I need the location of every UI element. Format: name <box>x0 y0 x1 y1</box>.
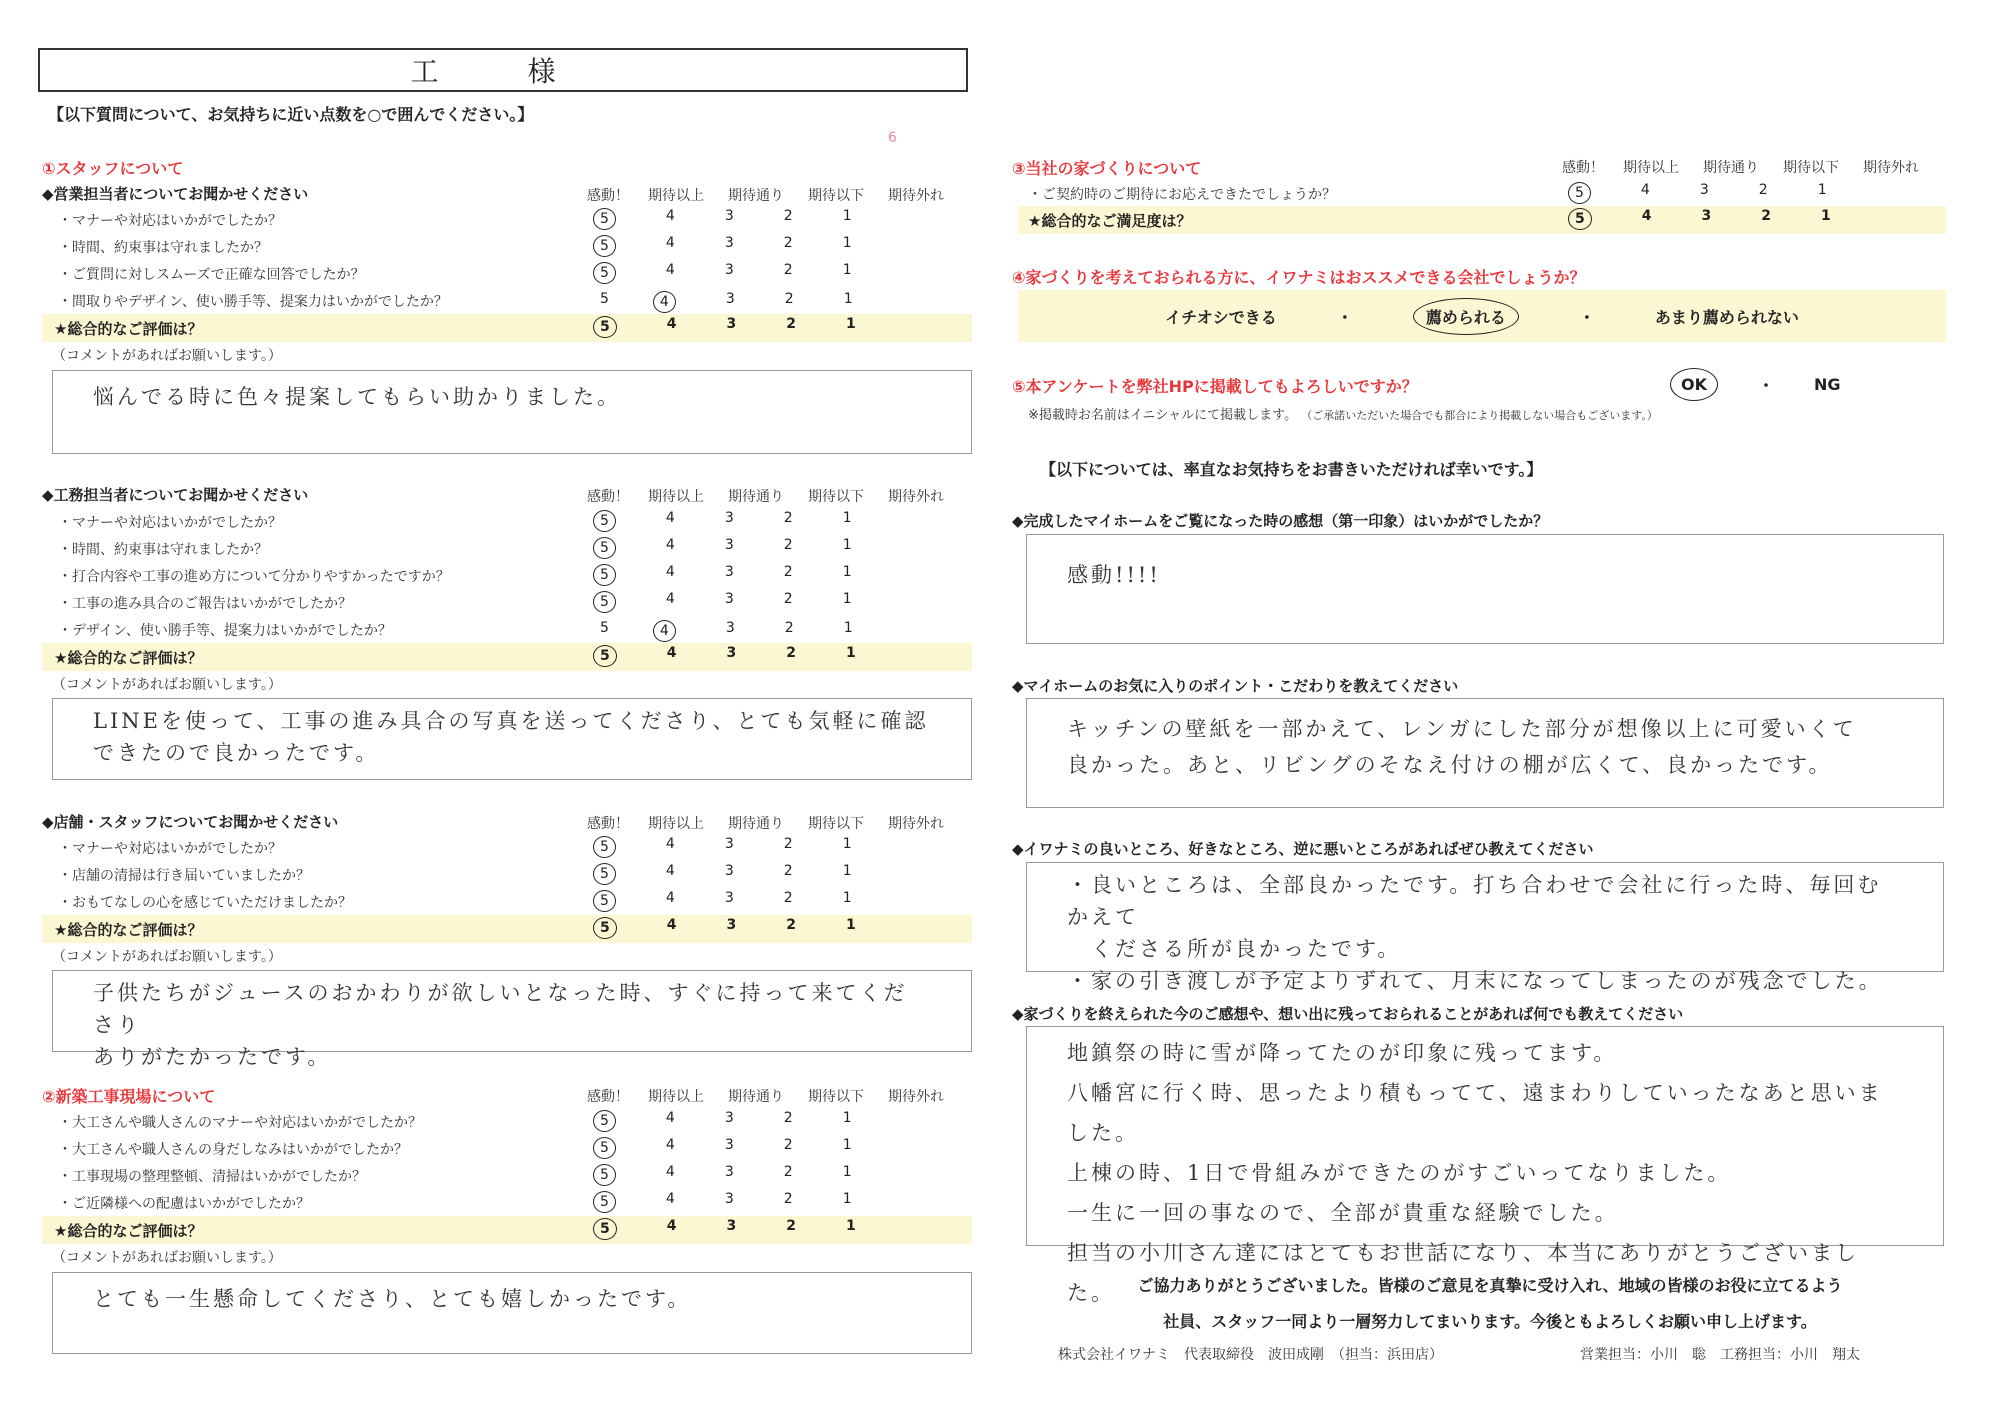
separator: ・ <box>1578 307 1595 327</box>
company-signature: 株式会社イワナミ 代表取締役 波田成剛 （担当：浜田店） <box>1058 1347 1443 1363</box>
score-3[interactable]: 3 <box>726 917 737 933</box>
score-2[interactable]: 2 <box>1761 208 1771 224</box>
comment-line: LINEを使って、工事の進み具合の写真を送ってくださり、とても気軽に確認 <box>93 709 929 733</box>
note-main: ※掲載時お名前はイニシャルにて掲載します。 <box>1028 408 1298 423</box>
col-below: 期待以下 <box>808 188 864 204</box>
score-2[interactable]: 2 <box>783 863 793 879</box>
col-disappointed: 期待外れ <box>888 489 944 505</box>
answer-line: 良かった。あと、リビングのそなえ付けの棚が広くて、良かったです。 <box>1067 753 1833 777</box>
score-4-selected[interactable]: 4 <box>653 620 676 642</box>
score-3[interactable]: 3 <box>724 564 734 580</box>
score-3[interactable]: 3 <box>724 1137 734 1153</box>
score-4[interactable]: 4 <box>665 564 675 580</box>
score-5-selected[interactable]: 5 <box>593 1164 616 1186</box>
free-instruction: 【以下については、率直なお気持ちをお書きいただければ幸いです。】 <box>1040 460 1543 479</box>
store-q3: ・おもてなしの心を感じていただけましたか？ <box>58 895 352 911</box>
col-above: 期待以上 <box>648 489 704 505</box>
score-5-selected[interactable]: 5 <box>593 863 616 885</box>
score-5-selected[interactable]: 5 <box>593 316 617 338</box>
score-5-selected[interactable]: 5 <box>593 235 616 257</box>
score-4[interactable]: 4 <box>666 1218 677 1234</box>
score-1[interactable]: 1 <box>843 291 853 307</box>
construction-comment-box[interactable] <box>52 698 972 780</box>
instruction: 【以下質問について、お気持ちに近い点数を○で囲んでください。】 <box>48 105 534 124</box>
score-2[interactable]: 2 <box>783 262 793 278</box>
score-1[interactable]: 1 <box>842 591 852 607</box>
answer-line: 上棟の時、1日で骨組みができたのがすごいってなりました。 <box>1067 1161 1732 1185</box>
sales-scale-header <box>580 185 956 205</box>
sales-q3: ・ご質問に対しスムーズで正確な回答でしたか？ <box>58 267 365 283</box>
construction-title: ◆工務担当者についてお聞かせください <box>42 486 309 504</box>
score-2[interactable]: 2 <box>783 1110 793 1126</box>
site-q1: ・大工さんや職人さんのマナーや対応はいかがでしたか？ <box>58 1115 422 1131</box>
house-total-scores[interactable] <box>1568 208 1831 230</box>
construction-q5-scores[interactable] <box>600 620 853 642</box>
answer-line: 担当の小川さん達にはとてもお世話になり、本当にありがとうございました。 <box>1067 1241 1859 1305</box>
construction-q5: ・デザイン、使い勝手等、提案力はいかがでしたか？ <box>58 623 392 639</box>
col-kando: 感動！ <box>587 489 629 505</box>
answer-line: くださる所が良かったです。 <box>1067 937 1402 961</box>
score-1[interactable]: 1 <box>842 1137 852 1153</box>
score-3[interactable]: 3 <box>726 1218 737 1234</box>
construction-q3-scores[interactable] <box>593 564 852 586</box>
score-2[interactable]: 2 <box>784 620 794 636</box>
score-5-selected[interactable]: 5 <box>593 591 616 613</box>
score-2[interactable]: 2 <box>786 1218 796 1234</box>
score-3[interactable]: 3 <box>725 291 735 307</box>
col-above: 期待以上 <box>648 816 704 832</box>
title-text: 工 様 <box>410 55 596 88</box>
free-q4-title: ◆家づくりを終えられた今のご感想や、想い出に残っておられることがあれば何でも教えてください <box>1012 1005 1684 1023</box>
sales-q3-scores[interactable] <box>593 262 852 284</box>
store-total-label: ★総合的なご評価は？ <box>54 921 203 939</box>
answer-line: キッチンの壁紙を一部かえて、レンガにした部分が想像以上に可愛いくて <box>1067 717 1857 741</box>
stamp-number: 6 <box>888 130 897 146</box>
section2-scale-header <box>580 1086 956 1106</box>
score-4[interactable]: 4 <box>665 591 675 607</box>
score-5-selected[interactable]: 5 <box>593 510 616 532</box>
score-5-selected[interactable]: 5 <box>593 1191 616 1213</box>
free-q2-box[interactable] <box>1026 698 1944 808</box>
free-q2-answer <box>1027 699 1943 791</box>
option-susumerareru-selected[interactable]: 薦められる <box>1413 298 1519 335</box>
score-3[interactable]: 3 <box>724 890 734 906</box>
store-total-scores[interactable] <box>593 917 856 939</box>
score-1[interactable]: 1 <box>842 262 852 278</box>
score-2[interactable]: 2 <box>783 537 793 553</box>
option-ok-selected[interactable]: OK <box>1670 368 1718 401</box>
score-2[interactable]: 2 <box>784 291 794 307</box>
col-as-expected: 期待通り <box>728 1089 784 1105</box>
construction-comment-text <box>53 699 971 777</box>
sales-q1-scores[interactable] <box>593 208 852 230</box>
score-1[interactable]: 1 <box>842 510 852 526</box>
footer-message <box>1020 1268 1960 1340</box>
score-4[interactable]: 4 <box>665 235 675 251</box>
score-5-selected[interactable]: 5 <box>593 1218 617 1240</box>
score-5-selected[interactable]: 5 <box>1568 208 1592 230</box>
answer-line: ・家の引き渡しが予定よりずれて、月末になってしまったのが残念でした。 <box>1067 969 1883 993</box>
col-kando: 感動！ <box>587 816 629 832</box>
publish-note <box>1028 404 1658 423</box>
construction-q4-scores[interactable] <box>593 591 852 613</box>
free-q1-answer: 感動!!!! <box>1067 563 1161 587</box>
score-5-selected[interactable]: 5 <box>593 836 616 858</box>
score-1[interactable]: 1 <box>846 917 856 933</box>
site-total-scores[interactable] <box>593 1218 856 1240</box>
sales-q4: ・間取りやデザイン、使い勝手等、提案力はいかがでしたか？ <box>58 294 448 310</box>
score-1[interactable]: 1 <box>846 1218 856 1234</box>
site-comment-text: とても一生懸命してくださり、とても嬉しかったです。 <box>93 1287 692 1311</box>
store-scale-header <box>580 813 956 833</box>
score-4[interactable]: 4 <box>665 1191 675 1207</box>
score-5-selected[interactable]: 5 <box>593 537 616 559</box>
score-2[interactable]: 2 <box>786 917 796 933</box>
free-q3-answer <box>1027 863 1943 1005</box>
score-1[interactable]: 1 <box>842 863 852 879</box>
section1-heading: ①スタッフについて <box>42 159 184 178</box>
free-q3-box[interactable] <box>1026 862 1944 993</box>
staff-signature: 営業担当：小川 聡 工務担当：小川 翔太 <box>1580 1347 1860 1363</box>
option-ng[interactable]: NG <box>1814 375 1841 394</box>
col-below: 期待以下 <box>808 489 864 505</box>
site-q2-scores[interactable] <box>593 1137 852 1159</box>
sales-total-label: ★総合的なご評価は？ <box>54 320 203 338</box>
section5-heading: ⑤本アンケートを弊社HPに掲載してもよろしいですか？ <box>1012 377 1418 396</box>
score-1[interactable]: 1 <box>843 620 853 636</box>
score-3[interactable]: 3 <box>724 1164 734 1180</box>
comment-line: ありがたかったです。 <box>93 1045 332 1069</box>
score-4[interactable]: 4 <box>665 890 675 906</box>
separator: ・ <box>1336 307 1353 327</box>
score-5-selected[interactable]: 5 <box>593 564 616 586</box>
recommend-options <box>1018 290 1946 342</box>
score-4[interactable]: 4 <box>666 917 677 933</box>
score-3[interactable]: 3 <box>724 1110 734 1126</box>
site-q3: ・工事現場の整理整頓、清掃はいかがでしたか？ <box>58 1169 366 1185</box>
construction-total-label: ★総合的なご評価は？ <box>54 649 203 667</box>
col-as-expected: 期待通り <box>1703 160 1759 176</box>
sales-q2: ・時間、約束事は守れましたか？ <box>58 240 268 256</box>
col-as-expected: 期待通り <box>728 188 784 204</box>
score-2[interactable]: 2 <box>783 1191 793 1207</box>
score-3[interactable]: 3 <box>724 208 734 224</box>
construction-q1: ・マナーや対応はいかがでしたか？ <box>58 515 282 531</box>
col-disappointed: 期待外れ <box>1863 160 1919 176</box>
sales-q1: ・マナーや対応はいかがでしたか？ <box>58 213 282 229</box>
score-3[interactable]: 3 <box>726 316 737 332</box>
score-1[interactable]: 1 <box>842 537 852 553</box>
publish-options <box>1670 368 1841 401</box>
site-comment-label: （コメントがあればお願いします。） <box>52 1250 282 1266</box>
sales-q2-scores[interactable] <box>593 235 852 257</box>
free-q3-title: ◆イワナミの良いところ、好きなところ、逆に悪いところがあればぜひ教えてください <box>1012 840 1594 858</box>
option-amari[interactable]: あまり薦められない <box>1654 307 1799 327</box>
footer-line1: ご協力ありがとうございました。皆様のご意見を真摯に受け入れ、地域の皆様のお役に立てるよう <box>1137 1276 1843 1295</box>
score-1[interactable]: 1 <box>1821 208 1831 224</box>
score-5-selected[interactable]: 5 <box>593 1137 616 1159</box>
score-1[interactable]: 1 <box>846 645 856 661</box>
score-2[interactable]: 2 <box>783 564 793 580</box>
answer-line: 地鎮祭の時に雪が降ってたのが印象に残ってます。 <box>1067 1041 1618 1065</box>
col-as-expected: 期待通り <box>728 489 784 505</box>
score-3[interactable]: 3 <box>724 1191 734 1207</box>
store-q3-scores[interactable] <box>593 890 852 912</box>
score-4[interactable]: 4 <box>665 510 675 526</box>
score-2[interactable]: 2 <box>783 235 793 251</box>
score-3[interactable]: 3 <box>724 235 734 251</box>
site-q4-scores[interactable] <box>593 1191 852 1213</box>
score-4[interactable]: 4 <box>665 208 675 224</box>
sales-total-scores[interactable] <box>593 316 856 338</box>
col-below: 期待以下 <box>1783 160 1839 176</box>
score-2[interactable]: 2 <box>783 591 793 607</box>
site-comment-box[interactable] <box>52 1272 972 1354</box>
note-small: （ご承諾いただいた場合でも都合により掲載しない場合もございます。） <box>1301 409 1658 422</box>
construction-q3: ・打合内容や工事の進め方について分かりやすかったですか？ <box>58 569 450 585</box>
sales-comment-box[interactable] <box>52 370 972 454</box>
col-kando: 感動！ <box>587 188 629 204</box>
score-4[interactable]: 4 <box>1640 182 1650 198</box>
store-q1-scores[interactable] <box>593 836 852 858</box>
store-comment-text <box>53 971 971 1081</box>
col-disappointed: 期待外れ <box>888 1089 944 1105</box>
construction-q2: ・時間、約束事は守れましたか？ <box>58 542 268 558</box>
section4-heading: ④家づくりを考えておられる方に、イワナミはおススメできる会社でしょうか？ <box>1012 268 1586 287</box>
col-disappointed: 期待外れ <box>888 816 944 832</box>
col-disappointed: 期待外れ <box>888 188 944 204</box>
site-q3-scores[interactable] <box>593 1164 852 1186</box>
score-4[interactable]: 4 <box>665 537 675 553</box>
score-1[interactable]: 1 <box>842 1110 852 1126</box>
sales-title: ◆営業担当者についてお聞かせください <box>42 185 309 203</box>
site-q2: ・大工さんや職人さんの身だしなみはいかがでしたか？ <box>58 1142 408 1158</box>
score-1[interactable]: 1 <box>842 1191 852 1207</box>
score-5-selected[interactable]: 5 <box>593 1110 616 1132</box>
score-5-selected[interactable]: 5 <box>593 262 616 284</box>
score-4[interactable]: 4 <box>665 1137 675 1153</box>
site-q4: ・ご近隣様への配慮はいかがでしたか？ <box>58 1196 310 1212</box>
score-2[interactable]: 2 <box>783 890 793 906</box>
score-5[interactable]: 5 <box>600 291 609 307</box>
score-4[interactable]: 4 <box>666 316 677 332</box>
separator: ・ <box>1758 376 1775 395</box>
score-3[interactable]: 3 <box>1699 182 1709 198</box>
col-as-expected: 期待通り <box>728 816 784 832</box>
page-title <box>38 48 968 92</box>
free-q1-title: ◆完成したマイホームをご覧になった時の感想（第一印象）はいかがでしたか？ <box>1012 512 1549 530</box>
score-4-selected[interactable]: 4 <box>653 291 676 313</box>
score-5-selected[interactable]: 5 <box>593 645 617 667</box>
score-3[interactable]: 3 <box>1701 208 1712 224</box>
score-2[interactable]: 2 <box>783 1137 793 1153</box>
score-1[interactable]: 1 <box>1817 182 1827 198</box>
score-3[interactable]: 3 <box>724 537 734 553</box>
score-5-selected[interactable]: 5 <box>593 890 616 912</box>
construction-scale-header <box>580 486 956 506</box>
store-title: ◆店舗・スタッフについてお聞かせください <box>42 813 339 831</box>
score-2[interactable]: 2 <box>786 645 796 661</box>
score-2[interactable]: 2 <box>1758 182 1768 198</box>
score-1[interactable]: 1 <box>842 208 852 224</box>
score-1[interactable]: 1 <box>842 564 852 580</box>
construction-q1-scores[interactable] <box>593 510 852 532</box>
score-2[interactable]: 2 <box>786 316 796 332</box>
section2-heading: ②新築工事現場について <box>42 1087 216 1106</box>
score-4[interactable]: 4 <box>1641 208 1652 224</box>
score-3[interactable]: 3 <box>724 836 734 852</box>
score-1[interactable]: 1 <box>842 836 852 852</box>
section3-scale-header <box>1555 157 1931 177</box>
section3-heading: ③当社の家づくりについて <box>1012 159 1202 178</box>
option-ichioshi[interactable]: イチオシできる <box>1165 307 1277 327</box>
score-3[interactable]: 3 <box>724 262 734 278</box>
store-comment-label: （コメントがあればお願いします。） <box>52 949 282 965</box>
col-kando: 感動！ <box>1562 160 1604 176</box>
score-2[interactable]: 2 <box>783 208 793 224</box>
sales-comment-label: （コメントがあればお願いします。） <box>52 348 282 364</box>
score-3[interactable]: 3 <box>724 863 734 879</box>
score-3[interactable]: 3 <box>724 591 734 607</box>
score-4[interactable]: 4 <box>666 645 677 661</box>
house-q1-scores[interactable] <box>1568 182 1827 204</box>
answer-line: ・良いところは、全部良かったです。打ち合わせで会社に行った時、毎回むかえて <box>1067 873 1882 929</box>
comment-line: 子供たちがジュースのおかわりが欲しいとなった時、すぐに持って来てくださり <box>93 981 908 1037</box>
construction-q2-scores[interactable] <box>593 537 852 559</box>
score-5-selected[interactable]: 5 <box>593 208 616 230</box>
col-above: 期待以上 <box>648 188 704 204</box>
answer-line: 一生に一回の事なので、全部が貴重な経験でした。 <box>1067 1201 1619 1225</box>
score-3[interactable]: 3 <box>725 620 735 636</box>
house-q1: ・ご契約時のご期待にお応えできたでしょうか？ <box>1028 187 1336 203</box>
free-q1-box[interactable] <box>1026 534 1944 644</box>
sales-q4-scores[interactable] <box>600 291 853 313</box>
score-5[interactable]: 5 <box>600 620 609 636</box>
construction-q4: ・工事の進み具合のご報告はいかがでしたか？ <box>58 596 352 612</box>
score-1[interactable]: 1 <box>842 890 852 906</box>
store-comment-box[interactable] <box>52 970 972 1069</box>
house-total-label: ★総合的なご満足度は？ <box>1028 212 1192 230</box>
sales-comment-text: 悩んでる時に色々提案してもらい助かりました。 <box>93 385 621 409</box>
score-1[interactable]: 1 <box>842 235 852 251</box>
score-5-selected[interactable]: 5 <box>1568 182 1591 204</box>
score-3[interactable]: 3 <box>726 645 737 661</box>
col-kando: 感動！ <box>587 1089 629 1105</box>
score-5-selected[interactable]: 5 <box>593 917 617 939</box>
score-3[interactable]: 3 <box>724 510 734 526</box>
col-above: 期待以上 <box>1623 160 1679 176</box>
score-4[interactable]: 4 <box>665 863 675 879</box>
score-1[interactable]: 1 <box>842 1164 852 1180</box>
site-total-label: ★総合的なご評価は？ <box>54 1222 203 1240</box>
construction-comment-label: （コメントがあればお願いします。） <box>52 677 282 693</box>
score-2[interactable]: 2 <box>783 1164 793 1180</box>
construction-total-scores[interactable] <box>593 645 856 667</box>
free-q2-title: ◆マイホームのお気に入りのポイント・こだわりを教えてください <box>1012 677 1459 695</box>
score-4[interactable]: 4 <box>665 262 675 278</box>
score-2[interactable]: 2 <box>783 836 793 852</box>
col-below: 期待以下 <box>808 816 864 832</box>
score-1[interactable]: 1 <box>846 316 856 332</box>
score-4[interactable]: 4 <box>665 836 675 852</box>
footer-line2: 社員、スタッフ一同より一層努力してまいります。今後ともよろしくお願い申し上げます。 <box>1163 1312 1817 1331</box>
answer-line: 八幡宮に行く時、思ったより積もってて、遠まわりしていったなあと思いました。 <box>1067 1081 1883 1145</box>
score-4[interactable]: 4 <box>665 1164 675 1180</box>
col-below: 期待以下 <box>808 1089 864 1105</box>
score-2[interactable]: 2 <box>783 510 793 526</box>
col-above: 期待以上 <box>648 1089 704 1105</box>
score-4[interactable]: 4 <box>665 1110 675 1126</box>
comment-line: できたので良かったです。 <box>93 741 380 765</box>
site-q1-scores[interactable] <box>593 1110 852 1132</box>
store-q2-scores[interactable] <box>593 863 852 885</box>
store-q2: ・店舗の清掃は行き届いていましたか？ <box>58 868 310 884</box>
store-q1: ・マナーや対応はいかがでしたか？ <box>58 841 282 857</box>
